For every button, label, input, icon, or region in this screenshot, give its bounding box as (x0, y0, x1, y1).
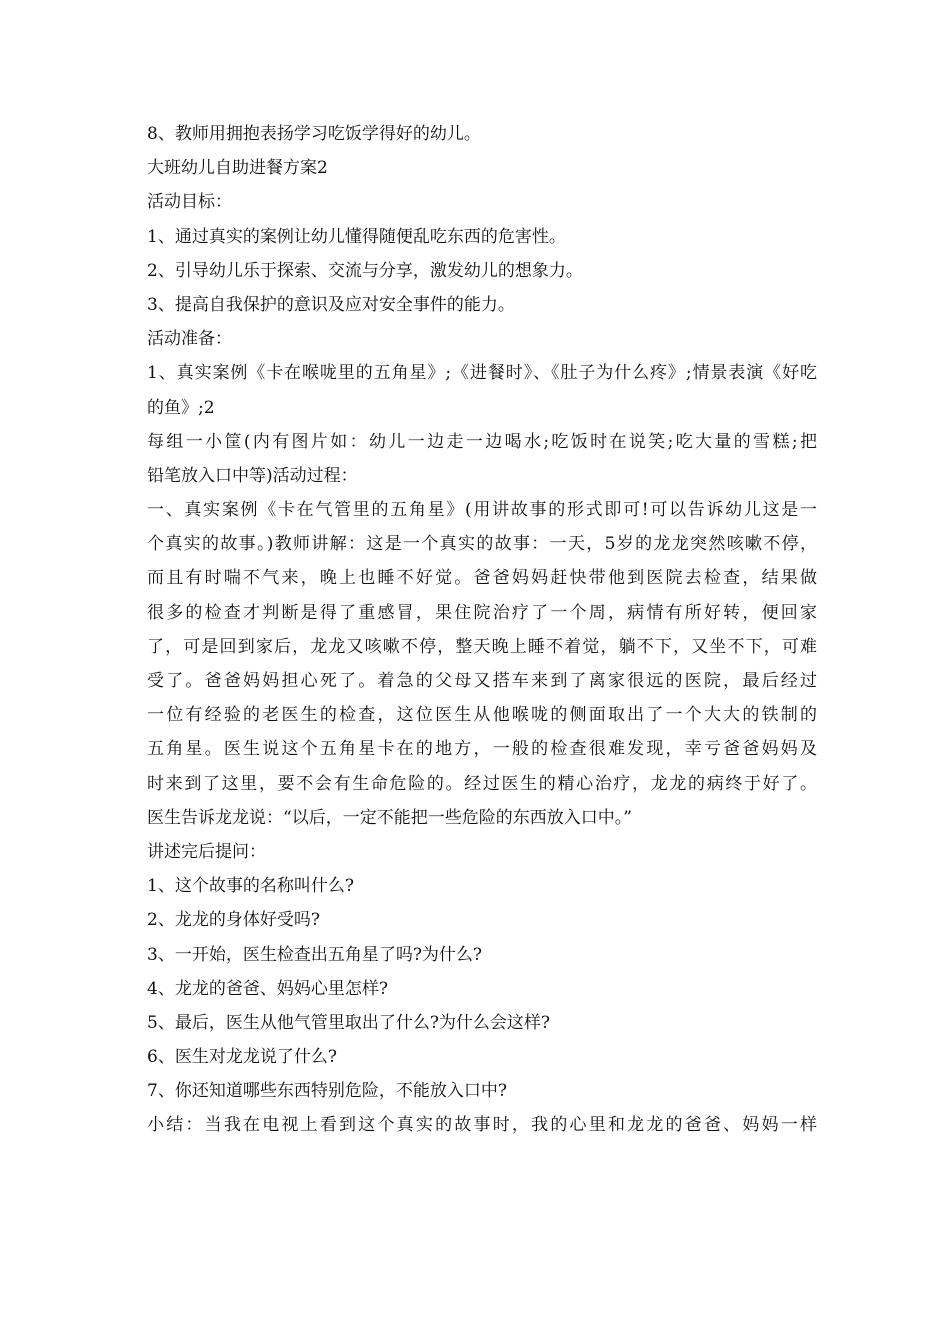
text-line: 个真实的故事。)教师讲解：这是一个真实的故事：一天，5岁的龙龙突然咳嗽不停， (147, 534, 817, 555)
text-line: 五角星。医生说这个五角星卡在的地方，一般的检查很难发现，幸亏爸爸妈妈及 (147, 739, 817, 760)
question-item: 4、龙龙的爸爸、妈妈心里怎样? (147, 978, 388, 999)
section-title: 大班幼儿自助进餐方案2 (147, 158, 328, 179)
question-item: 6、医生对龙龙说了什么? (147, 1047, 337, 1068)
text-line: 一、真实案例《卡在气管里的五角星》(用讲故事的形式即可!可以告诉幼儿这是一 (147, 500, 817, 521)
text-line: 1、真实案例《卡在喉咙里的五角星》;《进餐时》、《肚子为什么疼》;情景表演《好吃 (147, 363, 817, 384)
question-item: 3、一开始，医生检查出五角星了吗?为什么? (147, 944, 483, 965)
heading-preparation: 活动准备： (147, 329, 232, 350)
question-item: 1、这个故事的名称叫什么? (147, 876, 354, 897)
text-line: 每组一小筐(内有图片如：幼儿一边走一边喝水;吃饭时在说笑;吃大量的雪糕;把 (147, 431, 817, 452)
question-item: 2、龙龙的身体好受吗? (147, 910, 320, 931)
text-line: 2、引导幼儿乐于探索、交流与分享，激发幼儿的想象力。 (147, 260, 583, 281)
heading-questions: 讲述完后提问： (147, 841, 266, 862)
question-item: 7、你还知道哪些东西特别危险，不能放入口中? (147, 1081, 507, 1102)
text-line: 3、提高自我保护的意识及应对安全事件的能力。 (147, 294, 515, 315)
text-line: 1、通过真实的案例让幼儿懂得随便乱吃东西的危害性。 (147, 226, 566, 247)
text-line: 铅笔放入口中等)活动过程： (147, 465, 358, 486)
text-line: 受了。爸爸妈妈担心死了。着急的父母又搭车来到了离家很远的医院，最后经过 (147, 671, 817, 691)
text-line: 医生告诉龙龙说：“以后，一定不能把一些危险的东西放入口中。” (147, 807, 632, 828)
text-line: 8、教师用拥抱表扬学习吃饭学得好的幼儿。 (147, 124, 481, 144)
summary-line: 小结：当我在电视上看到这个真实的故事时，我的心里和龙龙的爸爸、妈妈一样 (147, 1115, 817, 1136)
text-line: 了，可是回到家后，龙龙又咳嗽不停，整天晚上睡不着觉，躺不下，又坐不下，可难 (147, 636, 817, 657)
text-line: 时来到了这里，要不会有生命危险的。经过医生的精心治疗，龙龙的病终于好了。 (147, 773, 817, 794)
question-item: 5、最后，医生从他气管里取出了什么?为什么会这样? (147, 1012, 551, 1033)
heading-goals: 活动目标： (147, 192, 232, 213)
document-body (147, 117, 817, 1143)
text-line: 很多的检查才判断是得了重感冒，果住院治疗了一个周，病情有所好转，便回家 (147, 602, 817, 623)
text-line: 的鱼》;2 (147, 397, 215, 418)
text-line: 一位有经验的老医生的检查，这位医生从他喉咙的侧面取出了一个大大的铁制的 (147, 705, 817, 726)
text-line: 而且有时喘不气来，晚上也睡不好觉。爸爸妈妈赶快带他到医院去检查，结果做 (147, 568, 817, 589)
